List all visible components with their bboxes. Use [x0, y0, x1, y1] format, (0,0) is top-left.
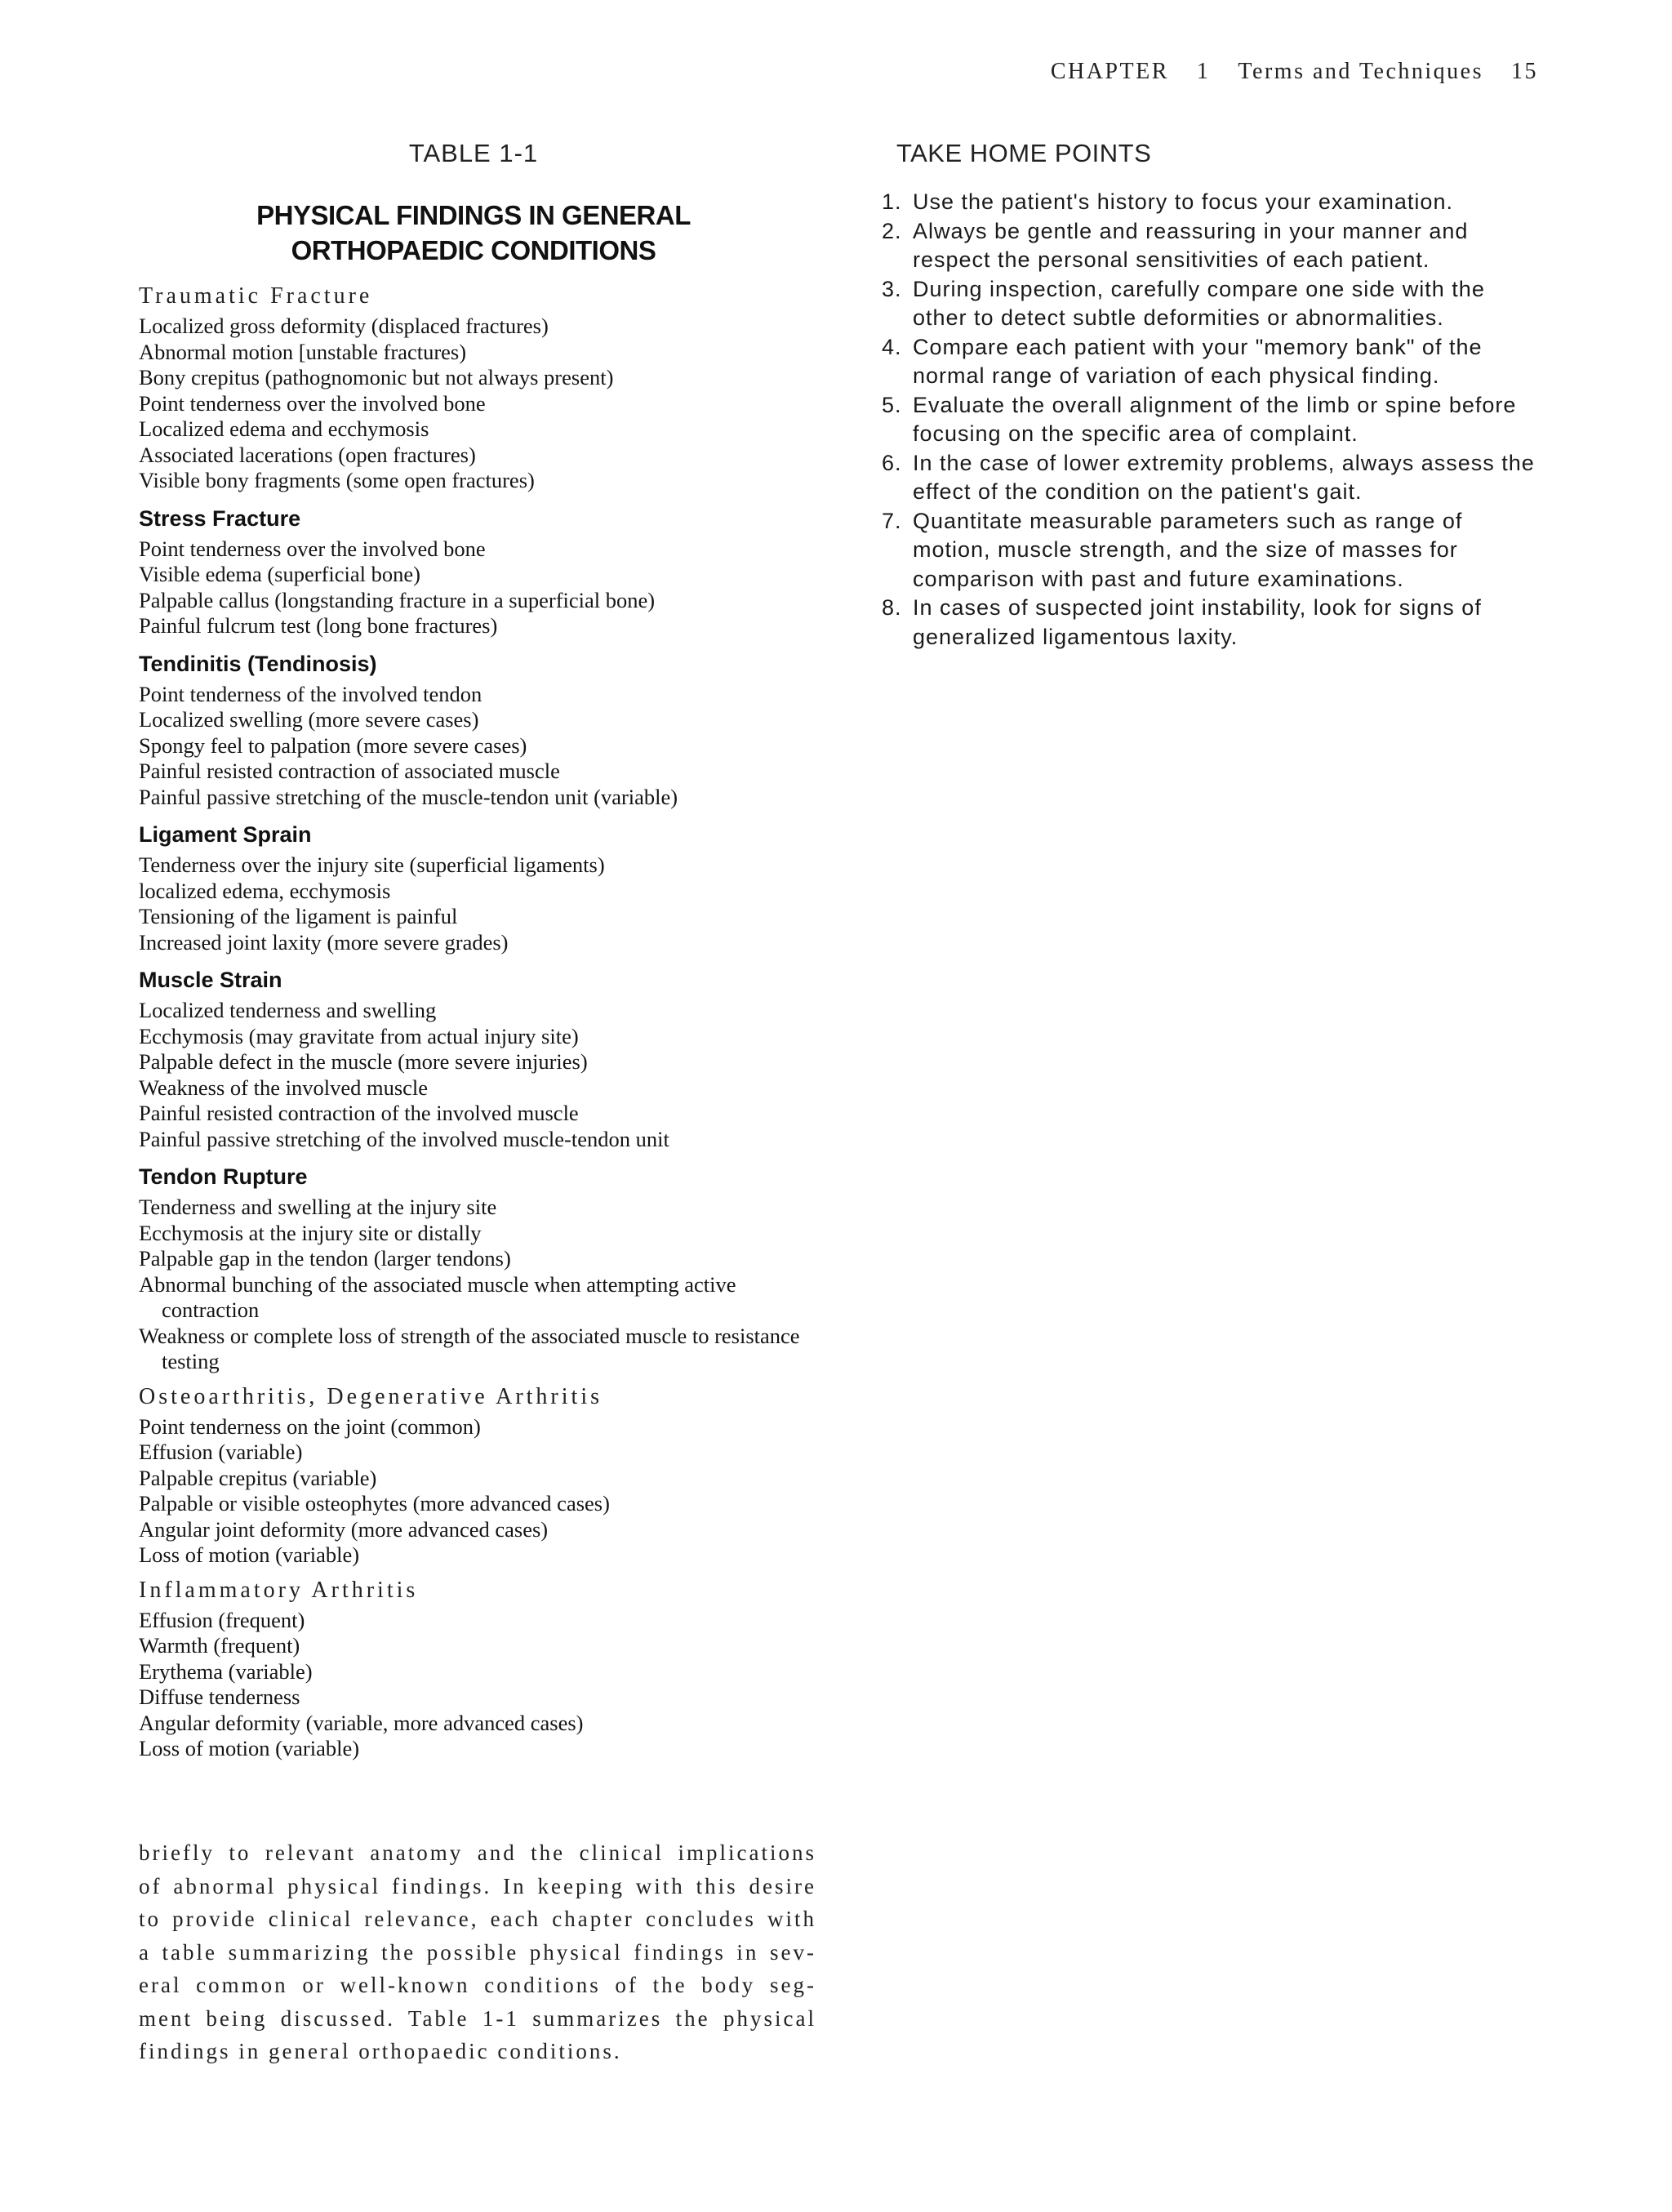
section-items	[139, 998, 833, 1152]
finding-item: Localized gross deformity (displaced fractures)	[139, 314, 549, 338]
table-label: TABLE 1-1	[408, 139, 539, 167]
finding-item: Tensioning of the ligament is painful	[139, 904, 458, 928]
finding-item: Painful resisted contraction of associated muscle	[139, 759, 560, 783]
finding-item: Localized edema and ecchymosis	[139, 416, 429, 441]
point-number: 2.	[882, 218, 902, 243]
finding-item: Point tenderness over the involved bone	[139, 536, 486, 561]
point-text: Quantitate measurable parameters such as range of motion, muscle strength, and the size of masses for comparison with past and future examinations.	[913, 508, 1463, 591]
finding-item: Loss of motion (variable)	[139, 1736, 360, 1760]
take-home-point	[882, 594, 1535, 652]
page-number: 15	[1511, 59, 1538, 84]
body-line: findings in general orthopaedic conditions.	[139, 2039, 622, 2063]
point-number: 6.	[882, 450, 902, 475]
finding-item: Palpable or visible osteophytes (more advanced cases)	[139, 1491, 610, 1515]
point-text: Evaluate the overall alignment of the limb or spine before focusing on the specific area of complaint.	[913, 392, 1517, 446]
point-text: In cases of suspected joint instability, look for signs of generalized ligamentous laxity.	[913, 595, 1482, 649]
take-home-points	[882, 139, 1535, 652]
take-home-point	[882, 217, 1535, 275]
take-home-title: TAKE HOME POINTS	[896, 139, 1152, 167]
take-home-point	[882, 507, 1535, 594]
section-heading: Tendinitis (Tendinosis)	[139, 651, 377, 676]
point-text: Use the patient's history to focus your examination.	[913, 189, 1453, 214]
point-number: 5.	[882, 392, 902, 417]
body-paragraph	[139, 1836, 816, 2068]
finding-item: Diffuse tenderness	[139, 1685, 300, 1709]
chapter-word: CHAPTER	[1050, 59, 1169, 84]
finding-item: Angular deformity (variable, more advanced cases)	[139, 1710, 584, 1735]
section-heading: Traumatic Fracture	[139, 283, 373, 309]
section-heading: Tendon Rupture	[139, 1164, 308, 1189]
finding-item: Effusion (variable)	[139, 1440, 303, 1464]
point-number: 1.	[882, 189, 902, 214]
take-home-point	[882, 333, 1535, 391]
finding-item: Painful fulcrum test (long bone fractures)	[139, 613, 498, 638]
section-heading: Stress Fracture	[139, 505, 301, 531]
finding-item: Ecchymosis (may gravitate from actual injury site)	[139, 1023, 579, 1048]
take-home-point	[882, 275, 1535, 333]
section-items	[139, 682, 833, 811]
take-home-point	[882, 449, 1535, 507]
finding-item: Tenderness over the injury site (superficial ligaments)	[139, 852, 605, 877]
point-number: 7.	[882, 508, 902, 533]
finding-item: Angular joint deformity (more advanced cases)	[139, 1516, 549, 1542]
body-line: eral common or well-known conditions of the body seg-	[139, 1973, 816, 1997]
body-line: ment being discussed. Table 1-1 summarizes the physical	[139, 2005, 816, 2031]
finding-item: Visible bony fragments (some open fractures)	[139, 468, 535, 492]
point-text: Always be gentle and reassuring in your manner and respect the personal sensitivities of each patient.	[913, 218, 1469, 272]
take-home-list	[882, 188, 1535, 652]
finding-item: Visible edema (superficial bone)	[139, 562, 420, 586]
finding-item: Tenderness and swelling at the injury site	[139, 1195, 497, 1219]
section-items	[139, 1195, 833, 1375]
finding-item: Palpable callus (longstanding fracture in a superficial bone)	[139, 587, 656, 612]
finding-item: Weakness of the involved muscle	[139, 1075, 429, 1100]
finding-item: Abnormal bunching of the associated muscle when attempting active contraction	[139, 1271, 736, 1322]
finding-item: Localized tenderness and swelling	[139, 998, 437, 1022]
take-home-point	[882, 391, 1535, 449]
section-items	[139, 1414, 833, 1569]
section-items	[139, 1608, 833, 1762]
finding-item: Increased joint laxity (more severe grades)	[139, 929, 509, 955]
finding-item: Ecchymosis at the injury site or distally	[139, 1220, 482, 1245]
point-number: 3.	[882, 276, 902, 301]
point-number: 4.	[882, 334, 902, 359]
finding-item: Painful passive stretching of the muscle-tendon unit (variable)	[139, 784, 678, 809]
finding-item: Abnormal motion [unstable fractures)	[139, 339, 467, 364]
table-title	[139, 198, 808, 268]
table-title-line: PHYSICAL FINDINGS IN GENERAL	[256, 200, 691, 230]
section-heading: Osteoarthritis, Degenerative Arthritis	[139, 1383, 603, 1409]
section-items	[139, 314, 833, 494]
body-line: briefly to relevant anatomy and the clinical implications	[139, 1840, 816, 1865]
finding-item: Loss of motion (variable)	[139, 1542, 360, 1567]
body-line: of abnormal physical findings. In keeping with this desire	[139, 1873, 816, 1898]
finding-item: Point tenderness over the involved bone	[139, 390, 486, 416]
finding-item: Point tenderness on the joint (common)	[139, 1413, 481, 1439]
finding-item: Weakness or complete loss of strength of the associated muscle to resistance testing	[139, 1323, 800, 1373]
finding-item: Point tenderness of the involved tendon	[139, 681, 482, 706]
finding-item: Palpable crepitus (variable)	[139, 1465, 377, 1490]
finding-item: Associated lacerations (open fractures)	[139, 442, 476, 467]
table-title-line: ORTHOPAEDIC CONDITIONS	[291, 235, 656, 265]
take-home-point	[882, 188, 1535, 217]
finding-item: Bony crepitus (pathognomonic but not always present)	[139, 365, 614, 389]
finding-item: Warmth (frequent)	[139, 1633, 300, 1658]
section-items	[139, 536, 833, 639]
table-sections	[139, 283, 833, 1762]
chapter-title: Terms and Techniques	[1238, 59, 1483, 84]
point-text: During inspection, carefully compare one side with the other to detect subtle deformities or abnormalities.	[913, 276, 1485, 330]
finding-item: Palpable gap in the tendon (larger tendons)	[139, 1246, 511, 1271]
chapter-number: 1	[1196, 59, 1211, 84]
section-items	[139, 852, 833, 955]
finding-item: Spongy feel to palpation (more severe cases)	[139, 732, 527, 758]
running-header	[1051, 59, 1538, 85]
section-heading: Inflammatory Arthritis	[139, 1577, 419, 1603]
point-number: 8.	[882, 595, 902, 620]
point-text: Compare each patient with your "memory bank" of the normal range of variation of each physical finding.	[913, 334, 1483, 388]
finding-item: Painful resisted contraction of the involved muscle	[139, 1101, 579, 1125]
body-line: a table summarizing the possible physical findings in sev-	[139, 1939, 816, 1965]
section-heading: Muscle Strain	[139, 968, 282, 992]
findings-table	[139, 139, 833, 1762]
finding-item: localized edema, ecchymosis	[139, 878, 391, 903]
body-line: to provide clinical relevance, each chapter concludes with	[139, 1907, 816, 1931]
section-heading: Ligament Sprain	[139, 822, 312, 847]
finding-item: Painful passive stretching of the involved muscle-tendon unit	[139, 1126, 669, 1151]
finding-item: Palpable defect in the muscle (more severe injuries)	[139, 1049, 588, 1074]
point-text: In the case of lower extremity problems, always assess the effect of the condition on the patient's gait.	[913, 450, 1535, 504]
finding-item: Erythema (variable)	[139, 1658, 313, 1684]
finding-item: Localized swelling (more severe cases)	[139, 707, 479, 732]
finding-item: Effusion (frequent)	[139, 1607, 305, 1632]
